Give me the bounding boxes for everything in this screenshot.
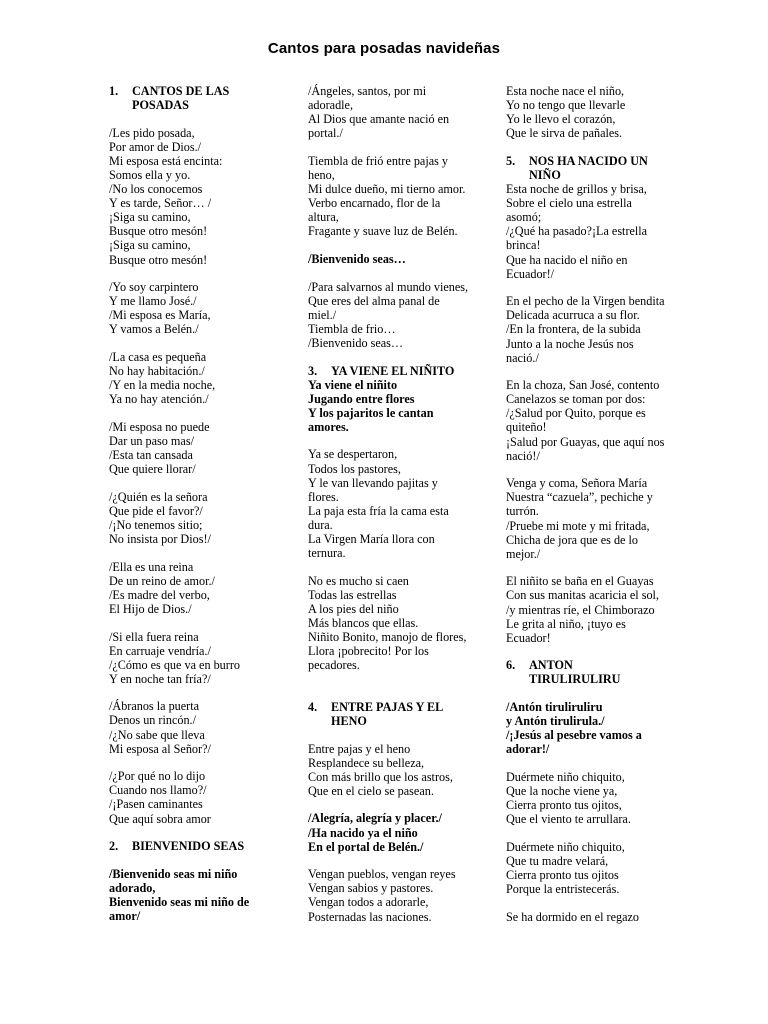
verse-line: /Bienvenido seas… xyxy=(308,251,406,266)
verse-line: /Esta tan cansada xyxy=(109,448,193,463)
stanza xyxy=(308,154,488,239)
stanza xyxy=(109,420,279,476)
verse-line: Ya viene el niñito xyxy=(308,377,398,392)
stanza xyxy=(109,630,279,686)
verse-line: amor/ xyxy=(109,909,141,923)
verse-line: quiteño! xyxy=(506,420,547,435)
verse-line: /Antón tiruliruliru xyxy=(506,699,603,714)
verse-line: Busque otro mesón! xyxy=(109,224,208,239)
verse-line: Con más brillo que los astros, xyxy=(308,769,453,784)
verse-line: Que quiere llorar/ xyxy=(109,462,196,477)
verse-line: Jugando entre flores xyxy=(308,391,415,406)
song-title xyxy=(529,658,686,686)
verse-line: Cierra pronto tus ojitos xyxy=(506,867,619,882)
song-title-line: ANTON xyxy=(529,658,573,673)
verse-line: Que ha nacido el niño en xyxy=(506,252,628,267)
document-title: Cantos para posadas navideñas xyxy=(267,40,501,57)
stanza xyxy=(506,476,686,561)
verse-line: Y me llamo José./ xyxy=(109,294,197,309)
verse-line: Canelazos se toman por dos: xyxy=(506,392,646,407)
verse-line: Resplandece su belleza, xyxy=(308,755,425,770)
verse-line: Todos los pastores, xyxy=(308,461,401,476)
verse-line: Duérmete niño chiquito, xyxy=(506,769,625,784)
verse-line: mejor./ xyxy=(506,546,541,561)
verse-line: La Virgen María llora con xyxy=(308,532,435,547)
verse-line: miel./ xyxy=(308,307,337,322)
verse-line: Y en noche tan fría?/ xyxy=(109,671,211,686)
verse-line: No insista por Dios!/ xyxy=(109,532,211,547)
verse-line: adorar!/ xyxy=(506,742,550,757)
verse-line: /¿Salud por Quito, porque es xyxy=(506,406,646,421)
verse-line: De un reino de amor./ xyxy=(109,573,215,588)
verse-line: Sobre el cielo una estrella xyxy=(506,196,632,211)
verse-line: Más blancos que ellas. xyxy=(308,616,419,630)
chorus-stanza xyxy=(308,811,488,853)
chorus-stanza xyxy=(308,252,488,266)
verse-line: Verbo encarnado, flor de la xyxy=(308,196,441,211)
verse-line: /La casa es pequeña xyxy=(109,350,207,364)
verse-line: No hay habitación./ xyxy=(109,364,205,379)
verse-line: adorado, xyxy=(109,880,156,895)
song-heading xyxy=(308,700,488,728)
verse-line: La paja esta fría la cama esta xyxy=(308,503,449,518)
verse-line: /¡Jesús al pesebre vamos a xyxy=(506,728,642,743)
verse-line: Porque la entristecerás. xyxy=(506,882,620,896)
song-heading xyxy=(506,154,686,182)
verse-line: Ecuador!/ xyxy=(506,266,555,281)
song-title xyxy=(529,154,686,182)
stanza xyxy=(308,84,488,140)
verse-line: asomó; xyxy=(506,210,542,225)
verse-line: Le grita al niño, ¡tuyo es xyxy=(506,616,626,631)
verse-line: Por amor de Dios./ xyxy=(109,139,202,154)
verse-line: pecadores. xyxy=(308,658,360,673)
song-title-line: CANTOS DE LAS xyxy=(132,84,230,98)
verse-line: portal./ xyxy=(308,126,343,141)
verse-line: Duérmete niño chiquito, xyxy=(506,839,625,854)
verse-line: /¿Qué ha pasado?¡La estrella xyxy=(506,224,648,239)
verse-line: En el pecho de la Virgen bendita xyxy=(506,294,665,309)
verse-line: Delicada acurruca a su flor. xyxy=(506,308,640,323)
song-heading xyxy=(109,84,279,112)
verse-line: dura. xyxy=(308,517,333,532)
verse-line: altura, xyxy=(308,210,339,225)
verse-line: Ya no hay atención./ xyxy=(109,392,209,407)
verse-line: Que la noche viene ya, xyxy=(506,783,618,798)
verse-line: /¿Por qué no lo dijo xyxy=(109,769,206,784)
song-title xyxy=(132,84,279,112)
song-title-line: NIÑO xyxy=(529,167,561,182)
verse-line: /Mi esposa no puede xyxy=(109,419,210,434)
verse-line: Esta noche nace el niño, xyxy=(506,84,625,98)
verse-line: y Antón tirulirula./ xyxy=(506,714,605,729)
verse-line: Fragante y suave luz de Belén. xyxy=(308,224,458,239)
verse-line: Mi dulce dueño, mi tierno amor. xyxy=(308,182,466,197)
verse-line: /En la frontera, de la subida xyxy=(506,322,641,337)
stanza xyxy=(308,867,488,923)
verse-line: /Para salvarnos al mundo vienes, xyxy=(308,279,469,294)
verse-line: Nuestra “cazuela”, pechiche y xyxy=(506,490,653,505)
verse-line: El Hijo de Dios./ xyxy=(109,601,192,616)
song-title xyxy=(331,364,488,378)
stanza xyxy=(506,378,686,463)
stanza xyxy=(506,770,686,826)
verse-line: Cuando nos llamo?/ xyxy=(109,783,207,798)
verse-line: Al Dios que amante nació en xyxy=(308,112,450,127)
column-3 xyxy=(506,84,686,937)
verse-line: Vengan sabios y pastores. xyxy=(308,881,434,896)
verse-line: Que eres del alma panal de xyxy=(308,293,440,308)
verse-line: /Ángeles, santos, por mi xyxy=(308,84,427,98)
verse-line: Que le sirva de pañales. xyxy=(506,126,623,141)
verse-line: Con sus manitas acaricia el sol, xyxy=(506,588,659,603)
verse-line: Tiembla de frio… xyxy=(308,321,396,336)
verse-line: /Y en la media noche, xyxy=(109,378,216,393)
chorus-stanza xyxy=(506,700,686,756)
verse-line: /Yo soy carpintero xyxy=(109,280,199,295)
song-number: 1. xyxy=(109,84,119,98)
verse-line: Que pide el favor?/ xyxy=(109,503,203,518)
verse-line: Llora ¡pobrecito! Por los xyxy=(308,644,429,659)
verse-line: /y mientras ríe, el Chimborazo xyxy=(506,602,655,617)
stanza xyxy=(506,294,686,364)
verse-line: Mi esposa al Señor?/ xyxy=(109,741,211,756)
verse-line: Que en el cielo se pasean. xyxy=(308,783,434,798)
song-title-line: ENTRE PAJAS Y EL xyxy=(331,699,444,714)
column-2 xyxy=(308,84,488,937)
song-title-line: HENO xyxy=(331,713,367,728)
song-title xyxy=(132,839,279,853)
verse-line: brinca! xyxy=(506,238,541,253)
verse-line: /Les pido posada, xyxy=(109,125,195,140)
verse-line: ¡Siga su camino, xyxy=(109,238,191,253)
verse-line: Venga y coma, Señora María xyxy=(506,476,648,491)
verse-line: Y es tarde, Señor… / xyxy=(109,196,212,211)
stanza xyxy=(109,350,279,406)
stanza xyxy=(506,574,686,644)
song-title-line: YA VIENE EL NIÑITO xyxy=(331,363,455,378)
verse-line: flores. xyxy=(308,489,339,504)
verse-line: Ecuador! xyxy=(506,630,551,645)
verse-line: heno, xyxy=(308,167,335,182)
song-heading xyxy=(308,364,488,378)
verse-line: adoradle, xyxy=(308,98,354,113)
spacer xyxy=(308,686,488,700)
verse-line: /Mi esposa es María, xyxy=(109,308,211,323)
verse-line: /Ella es una reina xyxy=(109,559,194,574)
verse-line: ¡Salud por Guayas, que aquí nos xyxy=(506,434,665,449)
song-title-line: BIENVENIDO SEAS xyxy=(132,839,245,854)
verse-line: Tiembla de frió entre pajas y xyxy=(308,153,449,168)
verse-line: /¡No tenemos sitio; xyxy=(109,517,203,532)
verse-line: /¿No sabe que lleva xyxy=(109,727,205,742)
verse-line: Junto a la noche Jesús nos xyxy=(506,336,634,351)
column-1 xyxy=(109,84,279,937)
verse-line: /Es madre del verbo, xyxy=(109,587,210,602)
stanza xyxy=(109,490,279,546)
verse-line: /Bienvenido seas mi niño xyxy=(109,866,238,881)
verse-line: Busque otro mesón! xyxy=(109,252,208,267)
verse-line: En carruaje vendría./ xyxy=(109,643,211,658)
verse-line: Y vamos a Belén./ xyxy=(109,322,199,337)
verse-line: /¿Cómo es que va en burro xyxy=(109,657,240,672)
song-number: 5. xyxy=(506,153,516,168)
verse-line: Que tu madre velará, xyxy=(506,853,609,868)
song-heading xyxy=(506,658,686,686)
verse-line: /Ábranos la puerta xyxy=(109,699,200,714)
verse-line: /¿Quién es la señora xyxy=(109,489,208,504)
chorus-stanza xyxy=(109,867,279,923)
verse-line: /Si ella fuera reina xyxy=(109,629,199,644)
song-title-line: NOS HA NACIDO UN xyxy=(529,153,648,168)
verse-line: /Ha nacido ya el niño xyxy=(308,825,418,840)
stanza xyxy=(308,574,488,673)
verse-line: Se ha dormido en el regazo xyxy=(506,909,639,924)
verse-line: A los pies del niño xyxy=(308,601,399,616)
verse-line: Posternadas las naciones. xyxy=(308,909,432,924)
verse-line: /Bienvenido seas… xyxy=(308,335,404,350)
verse-line: Y le van llevando pajitas y xyxy=(308,475,438,490)
verse-line: Vengan todos a adorarle, xyxy=(308,895,429,910)
verse-line: Esta noche de grillos y brisa, xyxy=(506,182,647,197)
stanza xyxy=(109,769,279,825)
verse-line: /No los conocemos xyxy=(109,182,203,197)
verse-line: Yo le llevo el corazón, xyxy=(506,112,616,127)
verse-line: No es mucho si caen xyxy=(308,573,409,588)
verse-line: Y los pajaritos le cantan xyxy=(308,405,434,420)
verse-line: Cierra pronto tus ojitos, xyxy=(506,798,622,813)
song-title-line: POSADAS xyxy=(132,98,189,113)
verse-line: Vengan pueblos, vengan reyes xyxy=(308,867,456,882)
stanza xyxy=(109,280,279,336)
stanza xyxy=(308,742,488,798)
verse-line: turrón. xyxy=(506,504,539,519)
verse-line: Chicha de jora que es de lo xyxy=(506,532,638,547)
stanza xyxy=(109,699,279,755)
verse-line: amores. xyxy=(308,419,349,434)
verse-line: ¡Siga su camino, xyxy=(109,210,191,225)
verse-line: En la choza, San José, contento xyxy=(506,378,660,393)
verse-line: Que aquí sobra amor xyxy=(109,811,211,826)
verse-line: Que el viento te arrullara. xyxy=(506,812,631,827)
verse-line: /¡Pasen caminantes xyxy=(109,797,203,812)
verse-line: nació!/ xyxy=(506,448,540,463)
stanza xyxy=(109,560,279,616)
chorus-stanza xyxy=(308,378,488,434)
stanza xyxy=(506,182,686,281)
verse-line: Somos ella y yo. xyxy=(109,167,191,182)
verse-line: /Alegría, alegría y placer./ xyxy=(308,811,442,826)
song-number: 2. xyxy=(109,839,119,854)
stanza xyxy=(308,280,488,350)
verse-line: Todas las estrellas xyxy=(308,587,397,602)
verse-line: Dar un paso mas/ xyxy=(109,433,194,448)
verse-line: Mi esposa está encinta: xyxy=(109,153,223,168)
verse-line: Ya se despertaron, xyxy=(308,447,398,462)
song-number: 6. xyxy=(506,658,516,673)
verse-line: El niñito se baña en el Guayas xyxy=(506,574,654,589)
stanza xyxy=(506,840,686,896)
verse-line: Bienvenido seas mi niño de xyxy=(109,894,250,909)
verse-line: Yo no tengo que llevarle xyxy=(506,98,626,113)
verse-line: ternura. xyxy=(308,546,346,561)
song-title xyxy=(331,700,488,728)
verse-line: nació./ xyxy=(506,350,539,365)
song-heading xyxy=(109,839,279,853)
song-number: 3. xyxy=(308,363,318,378)
verse-line: Denos un rincón./ xyxy=(109,713,196,728)
verse-line: /Pruebe mi mote y mi fritada, xyxy=(506,518,650,533)
verse-line: Entre pajas y el heno xyxy=(308,741,411,756)
stanza xyxy=(109,126,279,267)
stanza xyxy=(308,447,488,560)
stanza xyxy=(506,84,686,140)
verse-line: Niñito Bonito, manojo de flores, xyxy=(308,630,467,645)
song-number: 4. xyxy=(308,699,318,714)
song-title-line: TIRULIRULIRU xyxy=(529,672,621,687)
stanza xyxy=(506,910,686,924)
verse-line: En el portal de Belén./ xyxy=(308,839,424,854)
